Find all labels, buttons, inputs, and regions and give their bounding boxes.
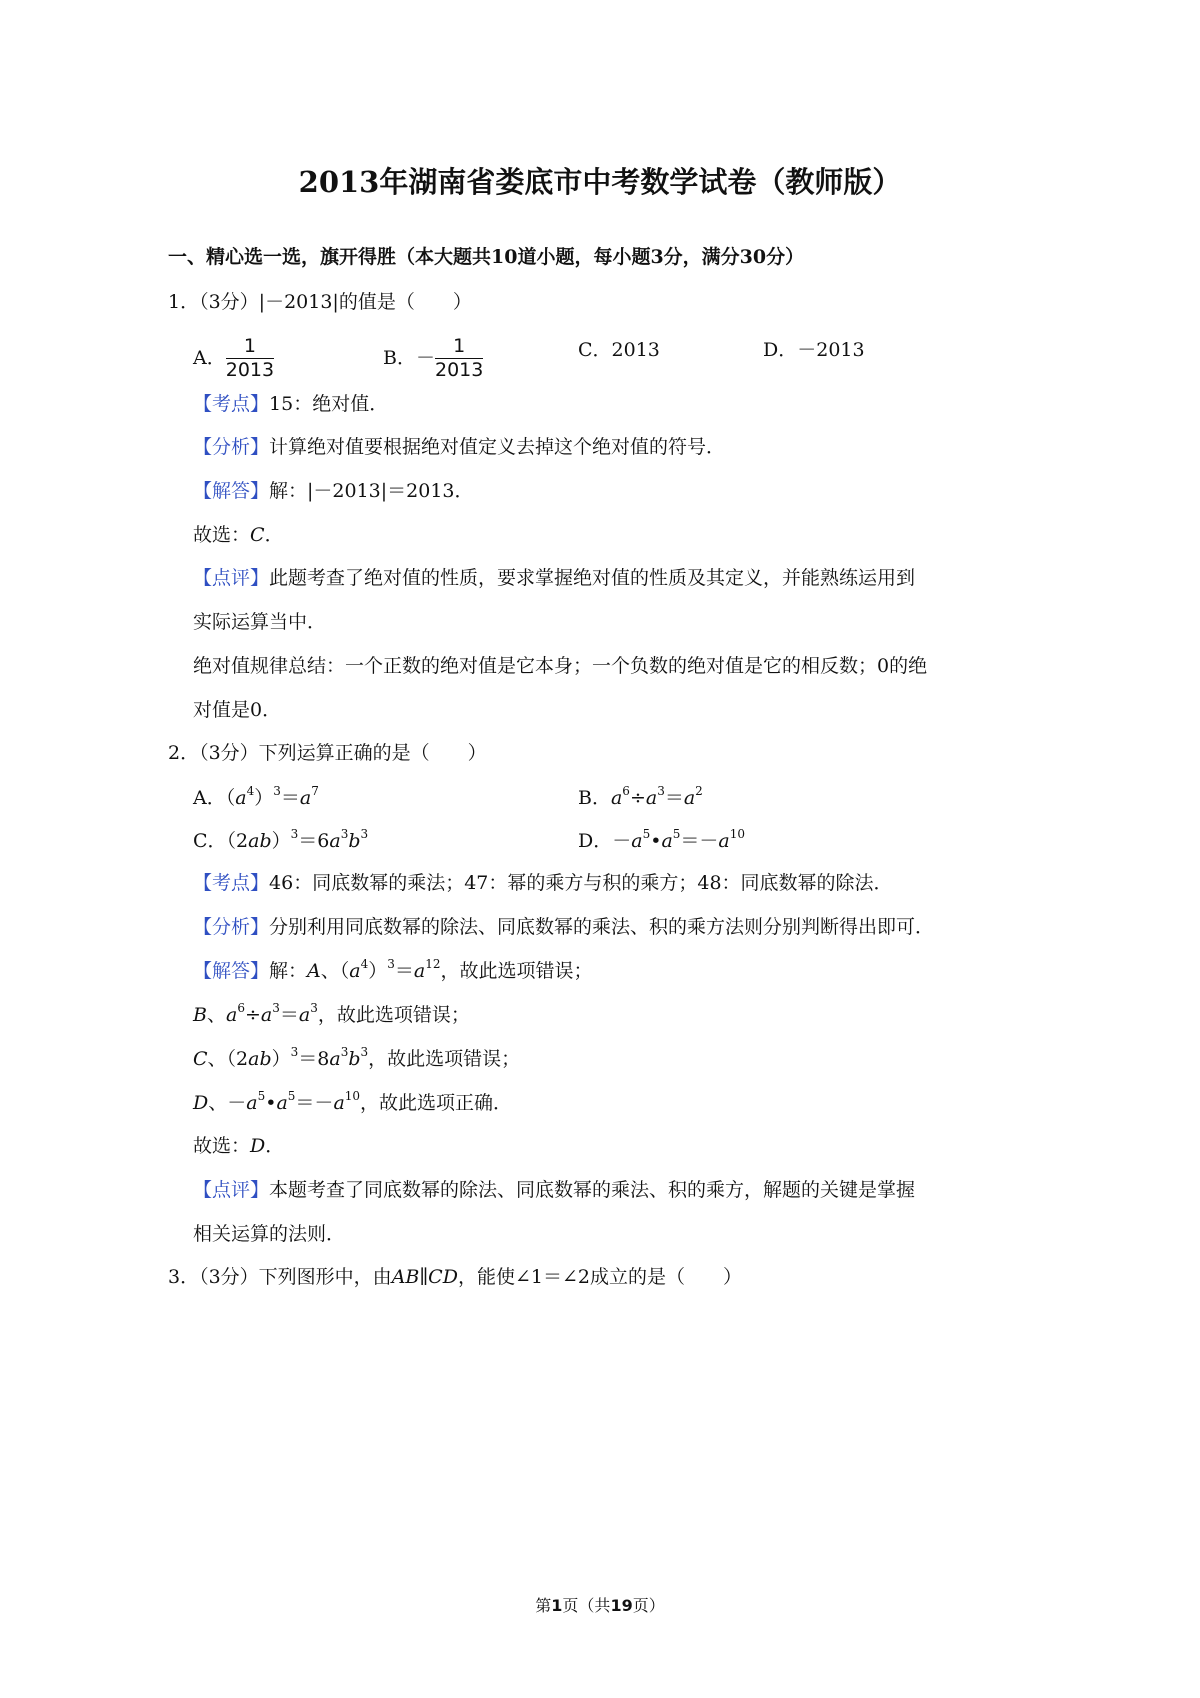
answer-letter: D xyxy=(250,1135,266,1157)
page-total: 19 xyxy=(610,1596,633,1615)
sol-text: ÷ xyxy=(244,1004,261,1026)
tag-fenxi: 【分析】 xyxy=(193,916,270,938)
q2-option-b xyxy=(578,784,703,809)
exponent: 3 xyxy=(272,1001,280,1015)
sol-text: 、（ xyxy=(320,960,350,982)
sol-text: ，故此选项错误； xyxy=(368,1048,521,1070)
exponent: 6 xyxy=(237,1001,245,1015)
q2-option-c xyxy=(193,827,369,852)
q2-jieda xyxy=(193,957,593,982)
q2-option-d xyxy=(578,827,746,852)
exponent: 3 xyxy=(290,1045,299,1059)
var-a: a xyxy=(413,960,426,982)
q1-jieda xyxy=(193,482,474,501)
q2-dianping-line2: 相关运算的法则． xyxy=(193,1223,346,1245)
answer-prefix: 故选： xyxy=(193,524,251,546)
stem-text: ，能使∠1＝∠2成立的是（ ） xyxy=(457,1266,742,1288)
opt-text: ＝ xyxy=(664,787,684,809)
var-a: a xyxy=(298,1004,311,1026)
segment-cd: CD xyxy=(428,1266,458,1288)
exponent: 4 xyxy=(246,784,255,798)
q2-answer xyxy=(193,1137,284,1156)
var-a: a xyxy=(631,830,643,852)
var-b: b xyxy=(348,830,361,852)
footer-text: 页（共 xyxy=(562,1596,611,1615)
q1-answer xyxy=(193,526,284,545)
sol-text: ＝8 xyxy=(298,1048,330,1070)
opt-text: ＝ xyxy=(280,787,300,809)
opt-text: B． xyxy=(578,787,611,809)
fraction xyxy=(226,336,274,381)
tag-fenxi: 【分析】 xyxy=(193,436,270,458)
q1-option-c: C．2013 xyxy=(578,339,660,361)
page-number: 1 xyxy=(551,1596,563,1615)
q1-dianping-line3: 绝对值规律总结：一个正数的绝对值是它本身；一个负数的绝对值是它的相反数；0的绝 xyxy=(193,655,928,677)
sol-text: 、 xyxy=(208,1092,228,1114)
var-a: a xyxy=(225,1004,238,1026)
q1-option-b xyxy=(383,336,483,381)
parallel-symbol: ∥ xyxy=(419,1266,429,1288)
exponent: 10 xyxy=(344,1089,361,1103)
var-a: a xyxy=(276,1092,288,1114)
fraction xyxy=(435,336,483,381)
opt-text: ＝－ xyxy=(680,830,719,852)
opt-text: • xyxy=(650,830,662,852)
var-a: a xyxy=(610,787,623,809)
option-letter: C xyxy=(193,1048,208,1070)
answer-letter: C xyxy=(250,524,265,546)
dianping-text: 此题考查了绝对值的性质，要求掌握绝对值的性质及其定义，并能熟练运用到 xyxy=(269,567,916,589)
sol-text: ） xyxy=(271,1048,291,1070)
opt-text: ） xyxy=(271,830,291,852)
exponent: 3 xyxy=(657,784,665,798)
sol-text: － xyxy=(227,1092,247,1114)
denominator: 2013 xyxy=(225,358,275,381)
q2-option-a xyxy=(193,784,319,809)
q1-dianping-line4: 对值是0． xyxy=(193,699,282,721)
q3-stem xyxy=(168,1268,742,1287)
minus-sign: － xyxy=(415,346,435,369)
exponent: 5 xyxy=(257,1089,266,1103)
kaodian-text: 46：同底数幂的乘法；47：幂的乘方与积的乘方；48：同底数幂的除法． xyxy=(269,872,893,894)
q1-dianping-line2: 实际运算当中． xyxy=(193,611,327,633)
opt-text: ÷ xyxy=(629,787,646,809)
exponent: 2 xyxy=(695,784,703,798)
segment-ab: AB xyxy=(391,1266,420,1288)
option-letter: D xyxy=(193,1092,209,1114)
q2-solution-d xyxy=(193,1089,513,1114)
var-a: a xyxy=(329,1048,341,1070)
exponent: 10 xyxy=(729,827,746,841)
exponent: 7 xyxy=(311,784,319,798)
exponent: 3 xyxy=(340,1045,349,1059)
var-b: b xyxy=(348,1048,361,1070)
option-letter: A xyxy=(307,960,321,982)
footer-text: 第 xyxy=(535,1596,552,1615)
sol-text: ，故此选项正确． xyxy=(360,1092,513,1114)
sol-text: ） xyxy=(368,960,388,982)
exponent: 5 xyxy=(642,827,651,841)
var-a: a xyxy=(683,787,696,809)
tag-jieda: 【解答】 xyxy=(193,480,270,502)
sol-text: ＝ xyxy=(394,960,414,982)
q1-option-a xyxy=(193,336,274,381)
opt-text: D． xyxy=(578,830,613,852)
tag-kaodian: 【考点】 xyxy=(193,393,270,415)
q2-kaodian xyxy=(193,874,893,893)
q1-option-d: D．－2013 xyxy=(763,339,865,361)
footer-text: 页） xyxy=(632,1596,665,1615)
numerator: 1 xyxy=(226,336,274,359)
opt-text: － xyxy=(612,830,632,852)
var-ab: ab xyxy=(248,830,272,852)
sol-text: ，故此选项错误； xyxy=(317,1004,470,1026)
sol-text: • xyxy=(265,1092,277,1114)
sol-text: ＝－ xyxy=(295,1092,334,1114)
q1-kaodian xyxy=(193,395,388,414)
jieda-text: 解： xyxy=(269,960,308,982)
var-a: a xyxy=(246,1092,258,1114)
page-title: 2013年湖南省娄底市中考数学试卷（教师版） xyxy=(298,165,902,199)
q2-fenxi xyxy=(193,918,934,937)
var-ab: ab xyxy=(248,1048,272,1070)
exponent: 3 xyxy=(290,827,299,841)
fenxi-text: 计算绝对值要根据绝对值定义去掉这个绝对值的符号． xyxy=(269,436,726,458)
opt-text: A．（ xyxy=(193,787,236,809)
page-footer xyxy=(0,1598,1200,1614)
section-heading: 一、精心选一选，旗开得胜（本大题共10道小题，每小题3分，满分30分） xyxy=(168,246,805,268)
exponent: 12 xyxy=(425,957,441,971)
option-letter: B xyxy=(193,1004,207,1026)
option-label: B． xyxy=(383,346,416,369)
answer-end: ． xyxy=(265,1135,285,1157)
var-a: a xyxy=(260,1004,273,1026)
exponent: 4 xyxy=(360,957,369,971)
sol-text: 、 xyxy=(206,1004,226,1026)
option-label: A． xyxy=(193,346,226,369)
q1-stem: 1．（3分）|－2013|的值是（ ） xyxy=(168,291,472,313)
var-a: a xyxy=(718,830,730,852)
var-a: a xyxy=(645,787,658,809)
var-a: a xyxy=(299,787,312,809)
exponent: 3 xyxy=(340,827,349,841)
var-a: a xyxy=(349,960,361,982)
var-a: a xyxy=(329,830,341,852)
q2-solution-c xyxy=(193,1045,521,1070)
sol-text: ，故此选项错误； xyxy=(440,960,593,982)
exponent: 3 xyxy=(310,1001,318,1015)
exponent: 5 xyxy=(287,1089,296,1103)
exponent: 6 xyxy=(622,784,630,798)
exponent: 3 xyxy=(387,957,395,971)
tag-kaodian: 【考点】 xyxy=(193,872,270,894)
stem-text: 3．（3分）下列图形中，由 xyxy=(168,1266,392,1288)
var-a: a xyxy=(333,1092,345,1114)
jieda-text: 解：|－2013|＝2013． xyxy=(269,480,474,502)
opt-text: ＝6 xyxy=(298,830,330,852)
q2-stem: 2．（3分）下列运算正确的是（ ） xyxy=(168,742,487,764)
denominator: 2013 xyxy=(434,358,484,381)
exponent: 3 xyxy=(360,827,369,841)
tag-dianping: 【点评】 xyxy=(193,1179,270,1201)
q2-solution-b xyxy=(193,1001,470,1026)
kaodian-text: 15：绝对值． xyxy=(269,393,389,415)
fenxi-text: 分别利用同底数幂的除法、同底数幂的乘法、积的乘方法则分别判断得出即可． xyxy=(269,916,935,938)
exponent: 5 xyxy=(672,827,681,841)
q1-fenxi xyxy=(193,438,725,457)
exponent: 3 xyxy=(273,784,281,798)
var-a: a xyxy=(661,830,673,852)
opt-text: ） xyxy=(254,787,274,809)
sol-text: 、（2 xyxy=(207,1048,249,1070)
answer-prefix: 故选： xyxy=(193,1135,251,1157)
opt-text: C．（2 xyxy=(193,830,249,852)
answer-end: ． xyxy=(264,524,284,546)
q1-dianping xyxy=(193,569,915,588)
exponent: 3 xyxy=(360,1045,369,1059)
tag-dianping: 【点评】 xyxy=(193,567,270,589)
tag-jieda: 【解答】 xyxy=(193,960,270,982)
var-a: a xyxy=(235,787,247,809)
numerator: 1 xyxy=(435,336,483,359)
sol-text: ＝ xyxy=(279,1004,299,1026)
dianping-text: 本题考查了同底数幂的除法、同底数幂的乘法、积的乘方，解题的关键是掌握 xyxy=(269,1179,916,1201)
q2-dianping xyxy=(193,1181,915,1200)
